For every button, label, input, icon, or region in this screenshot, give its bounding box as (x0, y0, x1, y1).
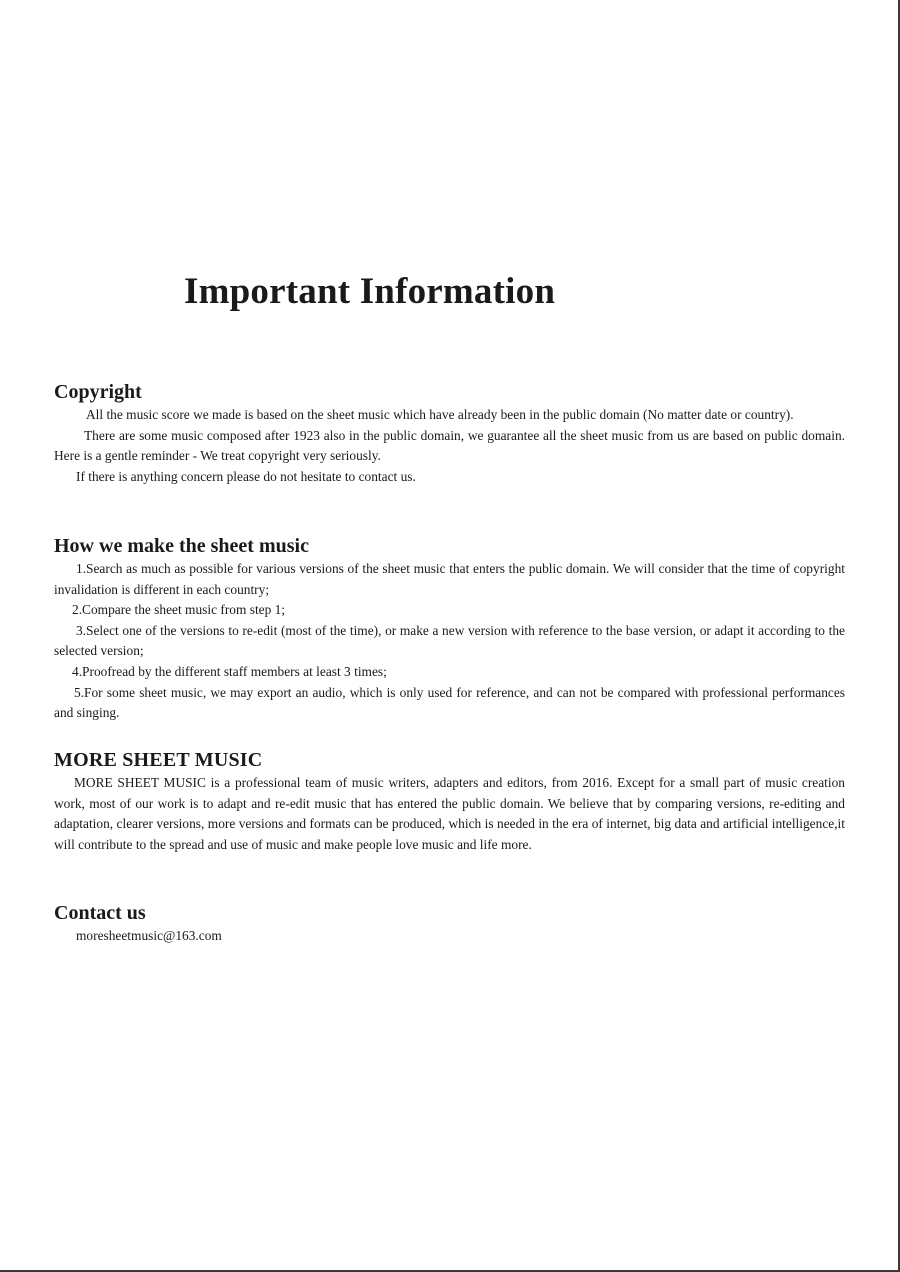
paragraph: If there is anything concern please do not hesitate to contact us. (76, 468, 416, 484)
step-paragraph: 1.Search as much as possible for various versions of the sheet music that enters the public domain. We will consider that the time of copyright invalidation is different in each country; (54, 561, 845, 597)
section-heading: Contact us (54, 902, 146, 924)
section-heading: MORE SHEET MUSIC (54, 749, 263, 771)
copyright-section (54, 379, 845, 487)
paragraph: MORE SHEET MUSIC is a professional team of music writers, adapters and editors, from 2016. Except for a small part of music creation work, most of our work is to adapt and re-edit music that has entered the public domain. We believe that by comparing versions, re-editing and adaptation, clearer versions, more versions and formats can be produced, which is needed in the era of internet, big data and artificial intelligence,it will contribute to the spread and use of music and make people love music and life more. (54, 775, 845, 852)
step-paragraph: 4.Proofread by the different staff members at least 3 times; (72, 663, 387, 679)
section-heading: How we make the sheet music (54, 535, 309, 557)
more-sheet-music-section (54, 747, 845, 855)
paragraph: All the music score we made is based on the sheet music which have already been in the public domain (No matter date or country). (86, 407, 794, 422)
step-paragraph: 5.For some sheet music, we may export an audio, which is only used for reference, and can not be compared with professional performances and singing. (54, 684, 845, 721)
page-title: Important Information (184, 271, 556, 312)
step-paragraph: 2.Compare the sheet music from step 1; (72, 602, 286, 618)
contact-email: moresheetmusic@163.com (76, 928, 222, 943)
how-we-make-section (54, 533, 845, 724)
contact-section (54, 900, 845, 947)
section-heading: Copyright (54, 381, 142, 403)
step-paragraph: 3.Select one of the versions to re-edit (most of the time), or make a new version with reference to the base version, or adapt it according to the selected version; (54, 622, 845, 659)
paragraph: There are some music composed after 1923 also in the public domain, we guarantee all the sheet music from us are based on public domain. Here is a gentle reminder - We treat copyright very seriously. (54, 427, 845, 464)
